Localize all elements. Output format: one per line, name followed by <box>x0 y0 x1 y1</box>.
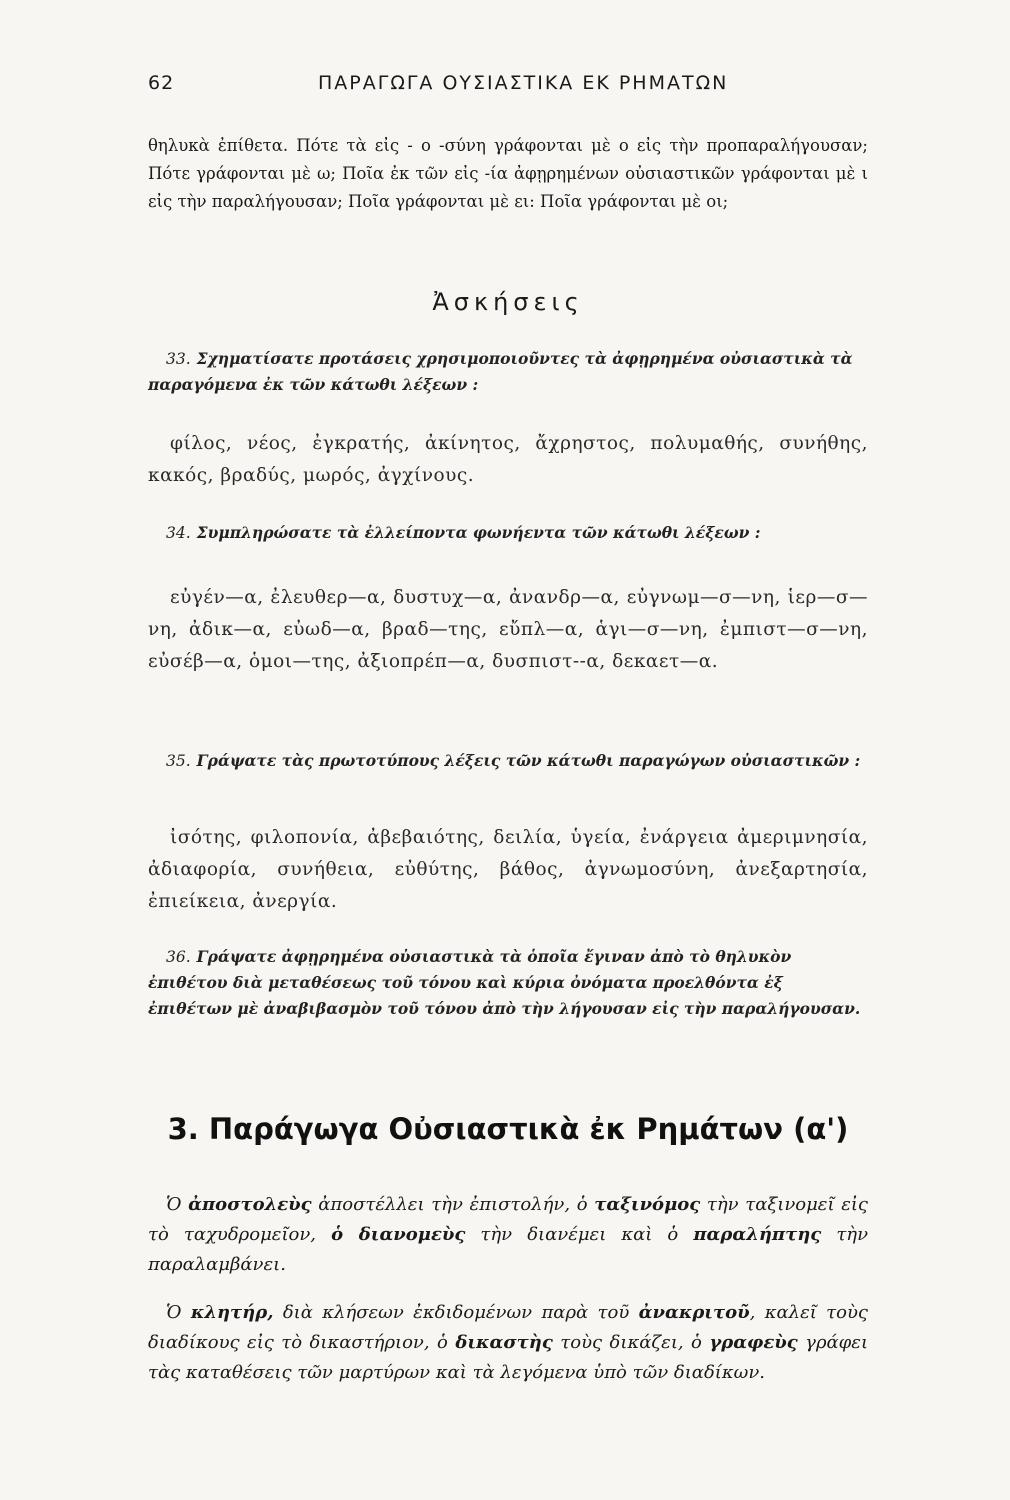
term-dikastis: δικαστὴς <box>455 1332 553 1353</box>
term-anakritou: ἀνακριτοῦ <box>638 1302 750 1323</box>
exercise-34-words: εὐγέν—α, ἐλευθερ—α, δυστυχ—α, ἀνανδρ—α, εὐγνωμ—σ—νη, ἱερ—σ—νη, ἀδικ—α, εὐωδ—α, βραδ—της, εὔπλ—α, ἁγι—σ—νη, ἐμπιστ—σ—νη, εὐσέβ—α, ὁμοι—της, ἀξιοπρέπ—α, δυσπιστ--α, δεκαετ—α. <box>148 587 868 672</box>
text-run: , καλεῖ τοὺς διαδίκους εἰς τὸ δικαστήριον, ὁ <box>148 1302 868 1353</box>
page-number: 62 <box>148 72 175 94</box>
exercise-number: 33. <box>166 350 191 368</box>
exercise-35-words: ἰσότης, φιλοπονία, ἀβεβαιότης, δειλία, ὑγεία, ἐνάργεια ἀμεριμνησία, ἀδιαφορία, συνήθεια, εὐθύτης, βάθος, ἀγνωμοσύνη, ἀνεξαρτησία, ἐπιείκεια, ἀνεργία. <box>148 827 868 912</box>
exercise-33-words: φίλος, νέος, ἐγκρατής, ἀκίνητος, ἄχρηστος, πολυμαθής, συνήθης, κακός, βραδύς, μωρός, ἀγχίνους. <box>148 433 868 486</box>
exercise-text: Γράψατε τὰς πρωτοτύπους λέξεις τῶν κάτωθι παραγώγων οὐσιαστικῶν : <box>196 751 861 770</box>
exercises-heading: Ἀσκήσεις <box>432 288 584 316</box>
term-apostoleus: ἀποστολεὺς <box>188 1194 312 1215</box>
term-dianomeus: ὁ διανομεὺς <box>331 1224 466 1245</box>
term-klitir: κλητήρ, <box>190 1302 274 1323</box>
exercise-33-instruction <box>148 346 868 398</box>
exercise-36-instruction <box>148 944 868 1022</box>
section-paragraph-2 <box>148 1298 868 1388</box>
exercise-number: 34. <box>166 524 191 542</box>
text-run: Ὁ <box>166 1194 189 1215</box>
text-run: τὴν παραλαμβάνει. <box>148 1224 869 1275</box>
term-taxinomos: ταξινόμος <box>594 1194 701 1215</box>
exercise-number: 35. <box>166 752 191 770</box>
intro-paragraph: θηλυκὰ ἐπίθετα. Πότε τὰ εἰς - ο -σύνη γράφονται μὲ ο εἰς τὴν προπαραλήγουσαν; Πότε γράφονται μὲ ω; Ποῖα ἐκ τῶν εἰς -ία ἀφῃρημένων οὐσιαστικῶν γράφονται μὲ ι εἰς τὴν παραλήγουσαν; Ποῖα γράφονται μὲ ει: Ποῖα γράφονται μὲ οι; <box>148 136 868 211</box>
running-title: ΠΑΡΑΓΩΓΑ ΟΥΣΙΑΣΤΙΚΑ ΕΚ ΡΗΜΑΤΩΝ <box>318 72 729 94</box>
text-run: ἀποστέλλει τὴν ἐπιστολήν, ὁ <box>311 1194 595 1215</box>
exercise-text: Γράψατε ἀφῃρημένα οὐσιαστικὰ τὰ ὁποῖα ἔγιναν ἀπὸ τὸ θηλυκὸν ἐπιθέτου διὰ μεταθέσεως τοῦ τόνου καὶ κύρια ὀνόματα προελθόντα ἐξ ἐπιθέτων μὲ ἀναβιβασμὸν τοῦ τόνου ἀπὸ τὴν λήγουσαν εἰς τὴν παραλήγουσαν. <box>148 947 861 1018</box>
exercise-number: 36. <box>166 948 191 966</box>
term-grafeus: γραφεὺς <box>709 1332 798 1353</box>
text-run: τοὺς δικάζει, ὁ <box>552 1332 710 1353</box>
section-title: 3. Παράγωγα Οὐσιαστικὰ ἐκ Ρημάτων (α') <box>167 1112 849 1146</box>
text-run: τὴν διανέμει καὶ ὁ <box>465 1224 694 1245</box>
text-run: Ὁ <box>166 1302 191 1323</box>
section-paragraph-1 <box>148 1190 868 1280</box>
text-run: τὴν ταξινομεῖ εἰς τὸ ταχυδρομεῖον, <box>148 1194 868 1245</box>
exercise-text: Σχηματίσατε προτάσεις χρησιμοποιοῦντες τὰ ἀφῃρημένα οὐσιαστικὰ τὰ παραγόμενα ἐκ τῶν κάτωθι λέξεων : <box>148 349 853 394</box>
exercise-text: Συμπληρώσατε τὰ ἐλλείποντα φωνήεντα τῶν κάτωθι λέξεων : <box>196 523 761 542</box>
text-run: διὰ κλήσεων ἐκδιδομένων παρὰ τοῦ <box>273 1302 639 1323</box>
text-run: γράφει τὰς καταθέσεις τῶν μαρτύρων καὶ τὰ λεγόμενα ὑπὸ τῶν διαδίκων. <box>148 1332 869 1383</box>
exercise-35-instruction <box>148 748 868 774</box>
term-paraliptis: παραλήπτης <box>693 1224 822 1245</box>
running-header <box>148 72 868 102</box>
exercise-34-instruction <box>148 520 868 546</box>
